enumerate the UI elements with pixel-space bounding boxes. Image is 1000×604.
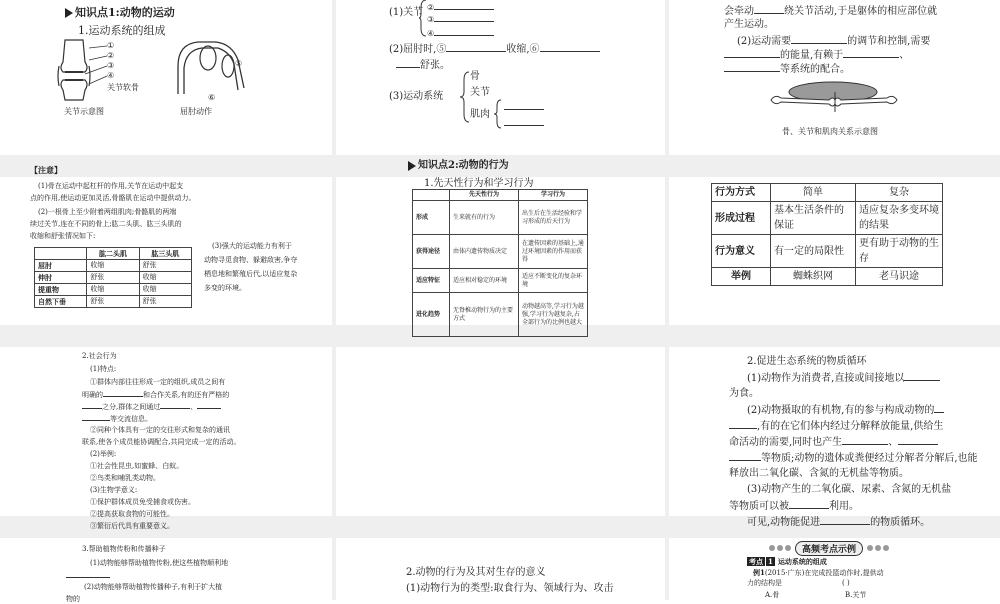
blank[interactable]: [434, 0, 494, 10]
note-p3c: 栖息地和繁殖后代,以适应复杂: [204, 270, 298, 278]
slide5-heading: 知识点2:动物的行为: [408, 159, 509, 172]
option-a[interactable]: A.骨: [765, 591, 780, 599]
banner: [757, 542, 901, 554]
table-cell: 生来就有的行为: [450, 201, 519, 235]
question-line: 例1(2015·广东)在完成投篮动作时,提供动: [753, 568, 884, 577]
note-p2b: 续过关节,连在不同的骨上;肱二头肌、肱三头肌的: [30, 220, 182, 228]
cycle-line: 等物质可以被 利用。: [729, 501, 859, 512]
note-title: 【注意】: [30, 165, 62, 175]
table-cell: 获得途径: [413, 235, 450, 269]
table-cell: 简单: [771, 184, 856, 202]
joint-label: 关节: [470, 87, 490, 98]
social-line: 之分,群体之间通过 、: [82, 401, 221, 412]
slide-2[interactable]: [336, 0, 665, 155]
blank[interactable]: [396, 58, 420, 68]
social-line: ③繁衍后代具有重要意义。: [90, 522, 174, 530]
cycle-line: 等物质;动物的遗体或粪便经过分解者分解后,也能: [729, 451, 978, 465]
blank[interactable]: [540, 42, 600, 52]
table-row: [413, 293, 588, 337]
slide-12[interactable]: [669, 538, 1000, 600]
table-cell: 自然下垂: [35, 296, 87, 308]
social-line: 明确的 和合作关系,有的还有严格的: [82, 391, 230, 399]
table-cell: 蜘蛛织网: [771, 268, 856, 286]
table-cell: 收缩: [87, 260, 139, 272]
label-3: ③: [107, 61, 115, 70]
triangle-bullet-icon: [408, 161, 416, 171]
cycle-line: 为食。: [729, 388, 759, 399]
note-p2: (2)一根骨上至少附着两组肌肉;骨骼肌的两端: [38, 208, 177, 216]
brace-system: [460, 72, 470, 122]
cycle-line: 可见,动物能促进 的物质循环。: [747, 517, 931, 528]
system-item: (3)运动系统: [389, 91, 444, 102]
table-cell: 基本生活条件的保证: [771, 202, 856, 235]
table-cell: 由体内遗传物质决定: [450, 235, 519, 269]
blank[interactable]: [434, 26, 494, 36]
label-1: ①: [107, 41, 115, 50]
label-4: ④: [107, 71, 115, 80]
bone-label: 骨: [470, 71, 480, 82]
blank[interactable]: [898, 435, 938, 445]
table-header-row: [712, 184, 943, 202]
table-cell: 学习行为: [519, 190, 588, 201]
note-p3d: 多变的环境。: [204, 284, 246, 292]
joint-item: (1)关节: [389, 7, 424, 18]
cycle-line: (1)动物作为消费者,直接或间接地以: [747, 371, 940, 385]
cycle-line: (3)动物产生的二氧化碳、尿素、含氮的无机盐: [747, 484, 952, 495]
table-row: [712, 235, 943, 268]
s3-line5: 等系统的配合。: [724, 62, 850, 76]
social-line: ①社会性昆虫,如蜜蜂、白蚁。: [90, 462, 184, 470]
blank[interactable]: [724, 62, 780, 72]
table-cell: 收缩: [139, 272, 191, 284]
s3-line4: 的能量,有赖于 、: [724, 48, 909, 62]
blank[interactable]: [842, 435, 888, 445]
table-cell: 无脊椎动物行为的主要方式: [450, 293, 519, 337]
question-line-2: 力的结构是 ( ): [747, 579, 850, 587]
behavior-table: [412, 189, 588, 337]
slide-9[interactable]: [669, 347, 1000, 528]
table-cell: [35, 248, 87, 260]
table-row: [712, 268, 943, 286]
label-2: ②: [107, 51, 115, 60]
blank[interactable]: [160, 401, 190, 409]
blank[interactable]: [504, 116, 544, 126]
pollination-line: (1)动物能够帮助植物传粉,使这些植物顺利地: [90, 559, 229, 567]
behavior-compare-table: [711, 183, 943, 286]
blank[interactable]: [729, 451, 761, 461]
table-cell: 舒张: [87, 296, 139, 308]
dot-icon: [883, 545, 889, 551]
topic-tag: 考点: [749, 557, 763, 566]
blank[interactable]: [843, 48, 899, 58]
slide5-subtitle: 1.先天性行为和学习行为: [424, 178, 534, 189]
num-4: ④: [427, 26, 494, 39]
slide1-heading: 知识点1:动物的运动: [65, 6, 175, 19]
cycle-title: 2.促进生态系统的物质循环: [747, 356, 867, 367]
dot-icon: [785, 545, 791, 551]
slide-8[interactable]: [336, 347, 665, 516]
social-title: 2.社会行为: [82, 352, 117, 360]
blank[interactable]: [66, 570, 110, 578]
behavior-type-line: (1)动物行为的类型:取食行为、领域行为、攻击: [406, 583, 614, 594]
table-cell: 动物越高等,学习行为越强,学习行为越复杂,占全部行为的比例也越大: [519, 293, 588, 337]
table-header-row: [35, 248, 192, 260]
blank[interactable]: [724, 48, 780, 58]
slide-6[interactable]: [669, 177, 1000, 325]
joint-cartilage-label: 关节软骨: [107, 83, 139, 92]
social-line: ①群体内部往往形成一定的组织,成员之间有: [90, 378, 226, 386]
table-cell: 举例: [712, 268, 771, 286]
s3-line2: 产生运动。: [724, 19, 774, 30]
caption-joint: 关节示意图: [64, 107, 104, 116]
blank[interactable]: [904, 371, 940, 381]
table-cell: 行为方式: [712, 184, 771, 202]
slide-10[interactable]: [0, 538, 332, 603]
table-cell: 伸肘: [35, 272, 87, 284]
table-cell: 适应特征: [413, 269, 450, 293]
s3-line1: 会牵动 绕关节活动,于是躯体的相应部位就: [724, 6, 938, 17]
label-6: ⑥: [208, 93, 216, 102]
slide1-subtitle: 1.运动系统的组成: [78, 24, 166, 37]
triangle-bullet-icon: [65, 8, 73, 18]
note-p2c: 收缩和舒张情况如下:: [30, 232, 96, 240]
table-cell: 进化趋势: [413, 293, 450, 337]
table-cell: 更有助于动物的生存: [856, 235, 943, 268]
blank[interactable]: [82, 401, 102, 409]
table-cell: 适应复杂多变环境的结果: [856, 202, 943, 235]
s3-caption: 骨、关节和肌肉关系示意图: [782, 127, 878, 136]
social-line: ②提高获取食物的可能性。: [90, 510, 174, 518]
cycle-line: 命活动的需要,同时也产生 、: [729, 435, 938, 449]
table-cell: 舒张: [87, 272, 139, 284]
table-cell: 老马识途: [856, 268, 943, 286]
table-cell: 提重物: [35, 284, 87, 296]
blank[interactable]: [197, 401, 221, 409]
table-cell: 适应不断变化的复杂环境: [519, 269, 588, 293]
table-row: [35, 272, 192, 284]
cycle-line: 释放出二氧化碳、含氮的无机盐等物质。: [729, 468, 909, 479]
bone-joint-muscle-diagram: [769, 78, 899, 120]
table-cell: 舒张: [139, 260, 191, 272]
option-b[interactable]: B.关节: [845, 591, 867, 599]
table-cell: 复杂: [856, 184, 943, 202]
social-line: (3)生物学意义:: [90, 486, 138, 494]
blank[interactable]: [934, 403, 944, 413]
muscle-table: [34, 247, 192, 308]
topic-line: 考点 1 运动系统的组成: [749, 557, 827, 566]
social-line: ①保护群体成员免受捕食或伤害。: [90, 498, 195, 506]
dot-icon: [867, 545, 873, 551]
note-p1b: 点的作用,使运动更加灵活,骨骼肌在运动中提供动力。: [30, 194, 196, 202]
blank[interactable]: [791, 34, 847, 44]
note-p1: (1)骨在运动中起杠杆的作用,关节在运动中起支: [38, 182, 184, 190]
social-line: ②同种个体具有一定的交往形式和复杂的通讯: [90, 426, 230, 434]
cycle-line: (2)动物摄取的有机物,有的参与构成动物的: [747, 403, 944, 417]
social-line: 联系,使各个成员能协调配合,共同完成一定的活动。: [82, 438, 241, 446]
behavior-significance-title: 2.动物的行为及其对生存的意义: [406, 567, 546, 578]
blank[interactable]: [789, 499, 829, 509]
table-cell: 行为意义: [712, 235, 771, 268]
label-5: ⑤: [235, 59, 243, 68]
table-row: [413, 201, 588, 235]
pollination-title: 3.帮助植物传粉和传播种子: [82, 545, 166, 553]
social-line: 等交流信息。: [82, 413, 152, 424]
slide-4[interactable]: [0, 165, 332, 325]
note-p3b: 动物寻觅食物、躲避敌害,争夺: [204, 256, 298, 264]
table-cell: 肱三头肌: [139, 248, 191, 260]
relax-line: 舒张。: [396, 58, 450, 72]
table-cell: 有一定的局限性: [771, 235, 856, 268]
pollination-line: 物的: [66, 595, 80, 603]
cycle-line: ,有的在它们体内经过分解释放能量,供给生: [729, 419, 943, 433]
table-cell: 形成过程: [712, 202, 771, 235]
table-header-row: [413, 190, 588, 201]
dot-icon: [769, 545, 775, 551]
slide-3[interactable]: [669, 0, 1000, 155]
blank[interactable]: [82, 413, 110, 421]
slide-5[interactable]: [336, 160, 665, 326]
slide-7[interactable]: [0, 347, 332, 530]
blank[interactable]: [504, 100, 544, 110]
table-cell: [413, 190, 450, 201]
brace-joint: [419, 0, 427, 36]
table-row: [35, 296, 192, 308]
muscle-label: 肌肉: [470, 109, 490, 120]
blank[interactable]: [754, 4, 784, 14]
table-cell: 出生后在生活经验和学习形成的后天行为: [519, 201, 588, 235]
table-cell: 在遗传因素的基础上,通过环境因素的作用而获得: [519, 235, 588, 269]
social-line: (2)举例:: [90, 450, 117, 458]
dot-icon: [777, 545, 783, 551]
table-cell: 形成: [413, 201, 450, 235]
social-line: (1)特点:: [90, 365, 117, 373]
pollination-line: (2)动物能够帮助植物传播种子,有利于扩大植: [84, 583, 223, 591]
table-row: [413, 235, 588, 269]
table-row: [413, 269, 588, 293]
table-cell: 收缩: [87, 284, 139, 296]
blank[interactable]: [820, 515, 870, 525]
note-p3a: (3)强大的运动能力有利于: [212, 242, 292, 250]
table-cell: 肱二头肌: [87, 248, 139, 260]
table-row: [35, 284, 192, 296]
table-cell: 适应相对稳定的环境: [450, 269, 519, 293]
table-cell: 屈肘: [35, 260, 87, 272]
brace-muscle: [494, 100, 502, 128]
elbow-line: (2)屈肘时,⑤ 收缩,⑥: [389, 42, 600, 56]
banner-label: 高频考点示例: [795, 541, 863, 556]
slide-11[interactable]: [336, 538, 665, 600]
s3-line3: (2)运动需要 的调节和控制,需要: [737, 36, 931, 47]
table-row: [712, 202, 943, 235]
topic-tag-number: 1: [768, 557, 773, 566]
blank[interactable]: [434, 12, 494, 22]
num-3: ③: [427, 12, 494, 25]
dot-icon: [875, 545, 881, 551]
slide-1[interactable]: [0, 0, 332, 155]
num-2: ②: [427, 0, 494, 13]
caption-arm: 屈肘动作: [180, 107, 212, 116]
table-cell: 舒张: [139, 296, 191, 308]
social-line: ②鸟类和哺乳类动物。: [90, 474, 160, 482]
table-cell: 收缩: [139, 284, 191, 296]
blank[interactable]: [729, 419, 757, 429]
blank[interactable]: [103, 389, 143, 397]
table-row: [35, 260, 192, 272]
table-cell: 先天性行为: [450, 190, 519, 201]
blank[interactable]: [446, 42, 506, 52]
